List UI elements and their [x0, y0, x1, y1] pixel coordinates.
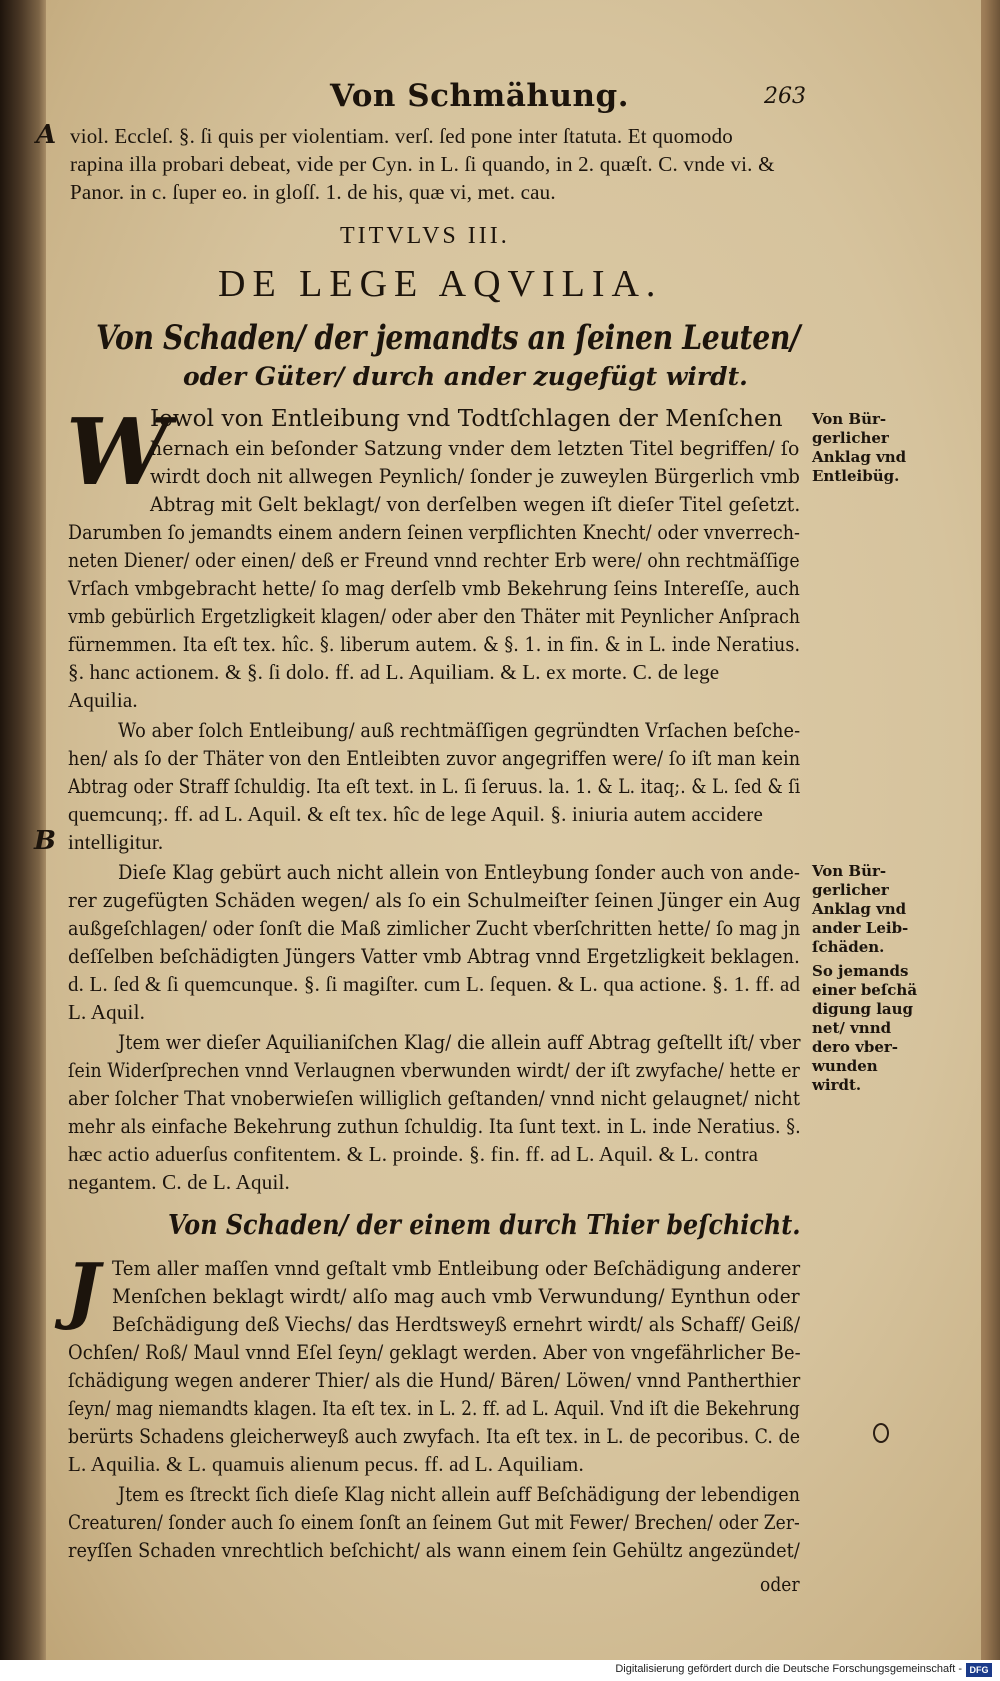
margin-note-line: dero vber-	[812, 1038, 899, 1056]
text-line: hæc actio aduerſus confitentem. & L. proinde. §. fin. ff. ad L. Aquil. & L. contra	[68, 1142, 759, 1166]
text-line: Ochſen/ Roß/ Maul vnnd Eſel ſeyn/ geklagt werden. Aber von vngefährlicher Be-	[68, 1340, 801, 1364]
text-line: reyſſen Schaden vnrechtlich beſchicht/ als wann einem ſein Gehültz angezündet/	[68, 1538, 800, 1562]
margin-note-line: Anklag vnd	[812, 448, 907, 466]
text-line: mehr als einfache Bekehrung zuthun ſchuldig. Ita ſunt text. in L. inde Neratius. §.	[68, 1114, 801, 1138]
margin-note-line: ander Leib-	[812, 919, 909, 937]
margin-note-line: ſchäden.	[812, 938, 885, 956]
text-line: fürnemmen. Ita eſt tex. hîc. §. liberum autem. & §. 1. in fin. & in L. inde Neratius.	[68, 632, 801, 656]
text-line: Abtrag oder Straff ſchuldig. Ita eſt text. in L. ſi ſeruus. la. 1. & L. itaq;. & L. ſed & ſi	[68, 774, 801, 798]
drop-cap-w: W	[66, 398, 170, 506]
text-line: Wo aber ſolch Entleibung/ auß rechtmäſſigen gegründten Vrſachen beſche-	[118, 718, 801, 742]
text-line: vmb gebürlich Ergetzligkeit klagen/ oder aber den Thäter mit Peynlicher Anſprach	[68, 604, 801, 628]
text-line: rer zugefügten Schäden wegen/ als ſo ein Schulmeiſter ſeinen Jünger ein Aug	[68, 888, 801, 912]
text-line: aber ſolcher That vnoberwieſen williglich geſtanden/ vnnd nicht gelaugnet/ nicht	[68, 1086, 801, 1110]
text-line: d. L. ſed & ſi quemcunque. §. ſi magiſter. cum L. ſequen. & L. qua actione. §. 1. ff. ad	[68, 972, 801, 996]
text-line: Vrſach vmbgebracht hette/ ſo mag derſelb vmb Bekehrung ſeins Intereſſe, auch	[68, 576, 800, 600]
text-line: Iewol von Entleibung vnd Todtſchlagen der Menſchen	[150, 406, 783, 432]
text-line: Darumben ſo jemandts einem andern ſeinen verpflichten Knecht/ oder vnverrech-	[68, 520, 801, 544]
text-line: viol. Eccleſ. §. ſi quis per violentiam. verſ. ſed pone inter ſtatuta. Et quomodo	[70, 124, 733, 148]
margin-note-line: digung laug	[812, 1000, 914, 1018]
margin-note-line: Von Bür-	[812, 862, 887, 880]
footer-credit: Digitalisierung gefördert durch die Deutsche Forschungsgemeinschaft -	[615, 1663, 962, 1675]
text-line: Beſchädigung deß Viechs/ das Herdtsweyß ernehrt wirdt/ als Schaff/ Geiß/	[112, 1312, 801, 1336]
text-line: ſchädigung wegen anderer Thier/ als die Hund/ Bären/ Löwen/ vnnd Pantherthier	[68, 1368, 801, 1392]
margin-note-line: einer beſchä	[812, 981, 918, 999]
catchword: oder	[760, 1572, 800, 1596]
text-line: intelligitur.	[68, 830, 164, 854]
text-line: hen/ als ſo der Thäter von den Entleibten zuvor angegriffen were/ ſo iſt man kein	[68, 746, 801, 770]
margin-note-line: gerlicher	[812, 429, 889, 447]
text-line: Panor. in c. ſuper eo. in gloſſ. 1. de his, quæ vi, met. cau.	[70, 180, 556, 204]
margin-note-line: gerlicher	[812, 881, 889, 899]
text-line: rapina illa probari debeat, vide per Cyn. in L. ſi quando, in 2. quæſt. C. vnde vi. &	[70, 152, 775, 176]
text-line: Aquilia.	[68, 688, 138, 712]
margin-note-line: wirdt.	[812, 1076, 862, 1094]
text-line: negantem. C. de L. Aquil.	[68, 1170, 290, 1194]
dfg-logo: DFG	[966, 1663, 992, 1677]
text-line: Jtem wer dieſer Aquilianiſchen Klag/ die allein auff Abtrag geſtellt iſt/ vber	[118, 1030, 801, 1054]
text-line: Dieſe Klag gebürt auch nicht allein von Entleybung ſonder auch von ande-	[118, 860, 801, 884]
margin-note-line: Entleibüg.	[812, 467, 900, 485]
margin-note-line: So jemands	[812, 962, 909, 980]
margin-note-line: net/ vnnd	[812, 1019, 892, 1037]
text-line: hernach ein beſonder Satzung vnder dem letzten Titel begriffen/ ſo	[150, 436, 800, 460]
text-line: quemcunq;. ff. ad L. Aquil. & eſt tex. hîc de lege Aquil. §. iniuria autem accidere	[68, 802, 764, 826]
text-line: Creaturen/ ſonder auch ſo einem ſonſt an ſeinem Gut mit Fewer/ Brechen/ oder Zer-	[68, 1510, 800, 1534]
text-line: berürts Schadens gleicherweyß auch zwyfach. Ita eſt tex. in L. de pecoribus. C. de	[68, 1424, 801, 1448]
margin-note-2	[812, 862, 908, 957]
text-line: wirdt doch nit allwegen Peynlich/ ſonder je zuweylen Bürgerlich vmb	[150, 464, 801, 488]
margin-note-1	[812, 410, 906, 486]
text-line: Tem aller maſſen vnnd geſtalt vmb Entleibung oder Beſchädigung anderer	[112, 1256, 801, 1280]
drop-cap-j: J	[66, 1247, 101, 1332]
section-heading-line-2: oder Güter/ durch ander zugefügt wirdt.	[183, 362, 748, 391]
margin-note-line: wunden	[812, 1057, 878, 1075]
ink-mark	[873, 1423, 889, 1443]
margin-mark-b: B	[34, 826, 56, 856]
margin-note-3	[812, 962, 917, 1095]
margin-note-line: Von Bür-	[812, 410, 887, 428]
titulus-label: TITVLVS III.	[340, 223, 510, 249]
text-line: L. Aquilia. & L. quamuis alienum pecus. ff. ad L. Aquiliam.	[68, 1452, 584, 1476]
text-line: ſein Widerſprechen vnnd Verlaugnen vberwunden wirdt/ der iſt zwyfache/ hette er	[68, 1058, 800, 1082]
text-line: Menſchen beklagt wirdt/ alſo mag auch vmb Verwundung/ Eynthun oder	[112, 1284, 800, 1308]
running-title: Von Schmähung.	[330, 78, 629, 114]
text-line: neten Diener/ oder einen/ deß er Freund vnnd rechter Erb were/ ohn rechtmäſſige	[68, 548, 800, 572]
margin-mark-a: A	[36, 120, 57, 150]
page-number: 263	[764, 84, 806, 109]
section-heading-line-1: Von Schaden/ der jemandts an ſeinen Leuten/	[96, 318, 800, 358]
text-line: ſeyn/ mag niemandts klagen. Ita eſt tex. in L. 2. ff. ad L. Aquil. Vnd iſt die Bekehrung	[68, 1396, 800, 1420]
text-line: L. Aquil.	[68, 1000, 146, 1024]
text-line: außgeſchlagen/ oder ſonſt die Maß zimlicher Zucht vberſchritten hette/ ſo mag jn	[68, 916, 801, 940]
section-title: DE LEGE AQVILIA.	[218, 263, 663, 305]
text-line: Abtrag mit Gelt beklagt/ von derſelben wegen iſt dieſer Titel geſetzt.	[150, 492, 801, 516]
text-line: deſſelben beſchädigten Jüngers Vatter vmb Abtrag vnnd Ergetzligkeit beklagen.	[68, 944, 800, 968]
text-line: §. hanc actionem. & §. ſi dolo. ff. ad L. Aquiliam. & L. ex morte. C. de lege	[68, 660, 720, 684]
text-line: Jtem es ſtreckt ſich dieſe Klag nicht allein auff Beſchädigung der lebendigen	[118, 1482, 801, 1506]
subsection-heading: Von Schaden/ der einem durch Thier beſchicht.	[168, 1210, 801, 1241]
margin-note-line: Anklag vnd	[812, 900, 907, 918]
